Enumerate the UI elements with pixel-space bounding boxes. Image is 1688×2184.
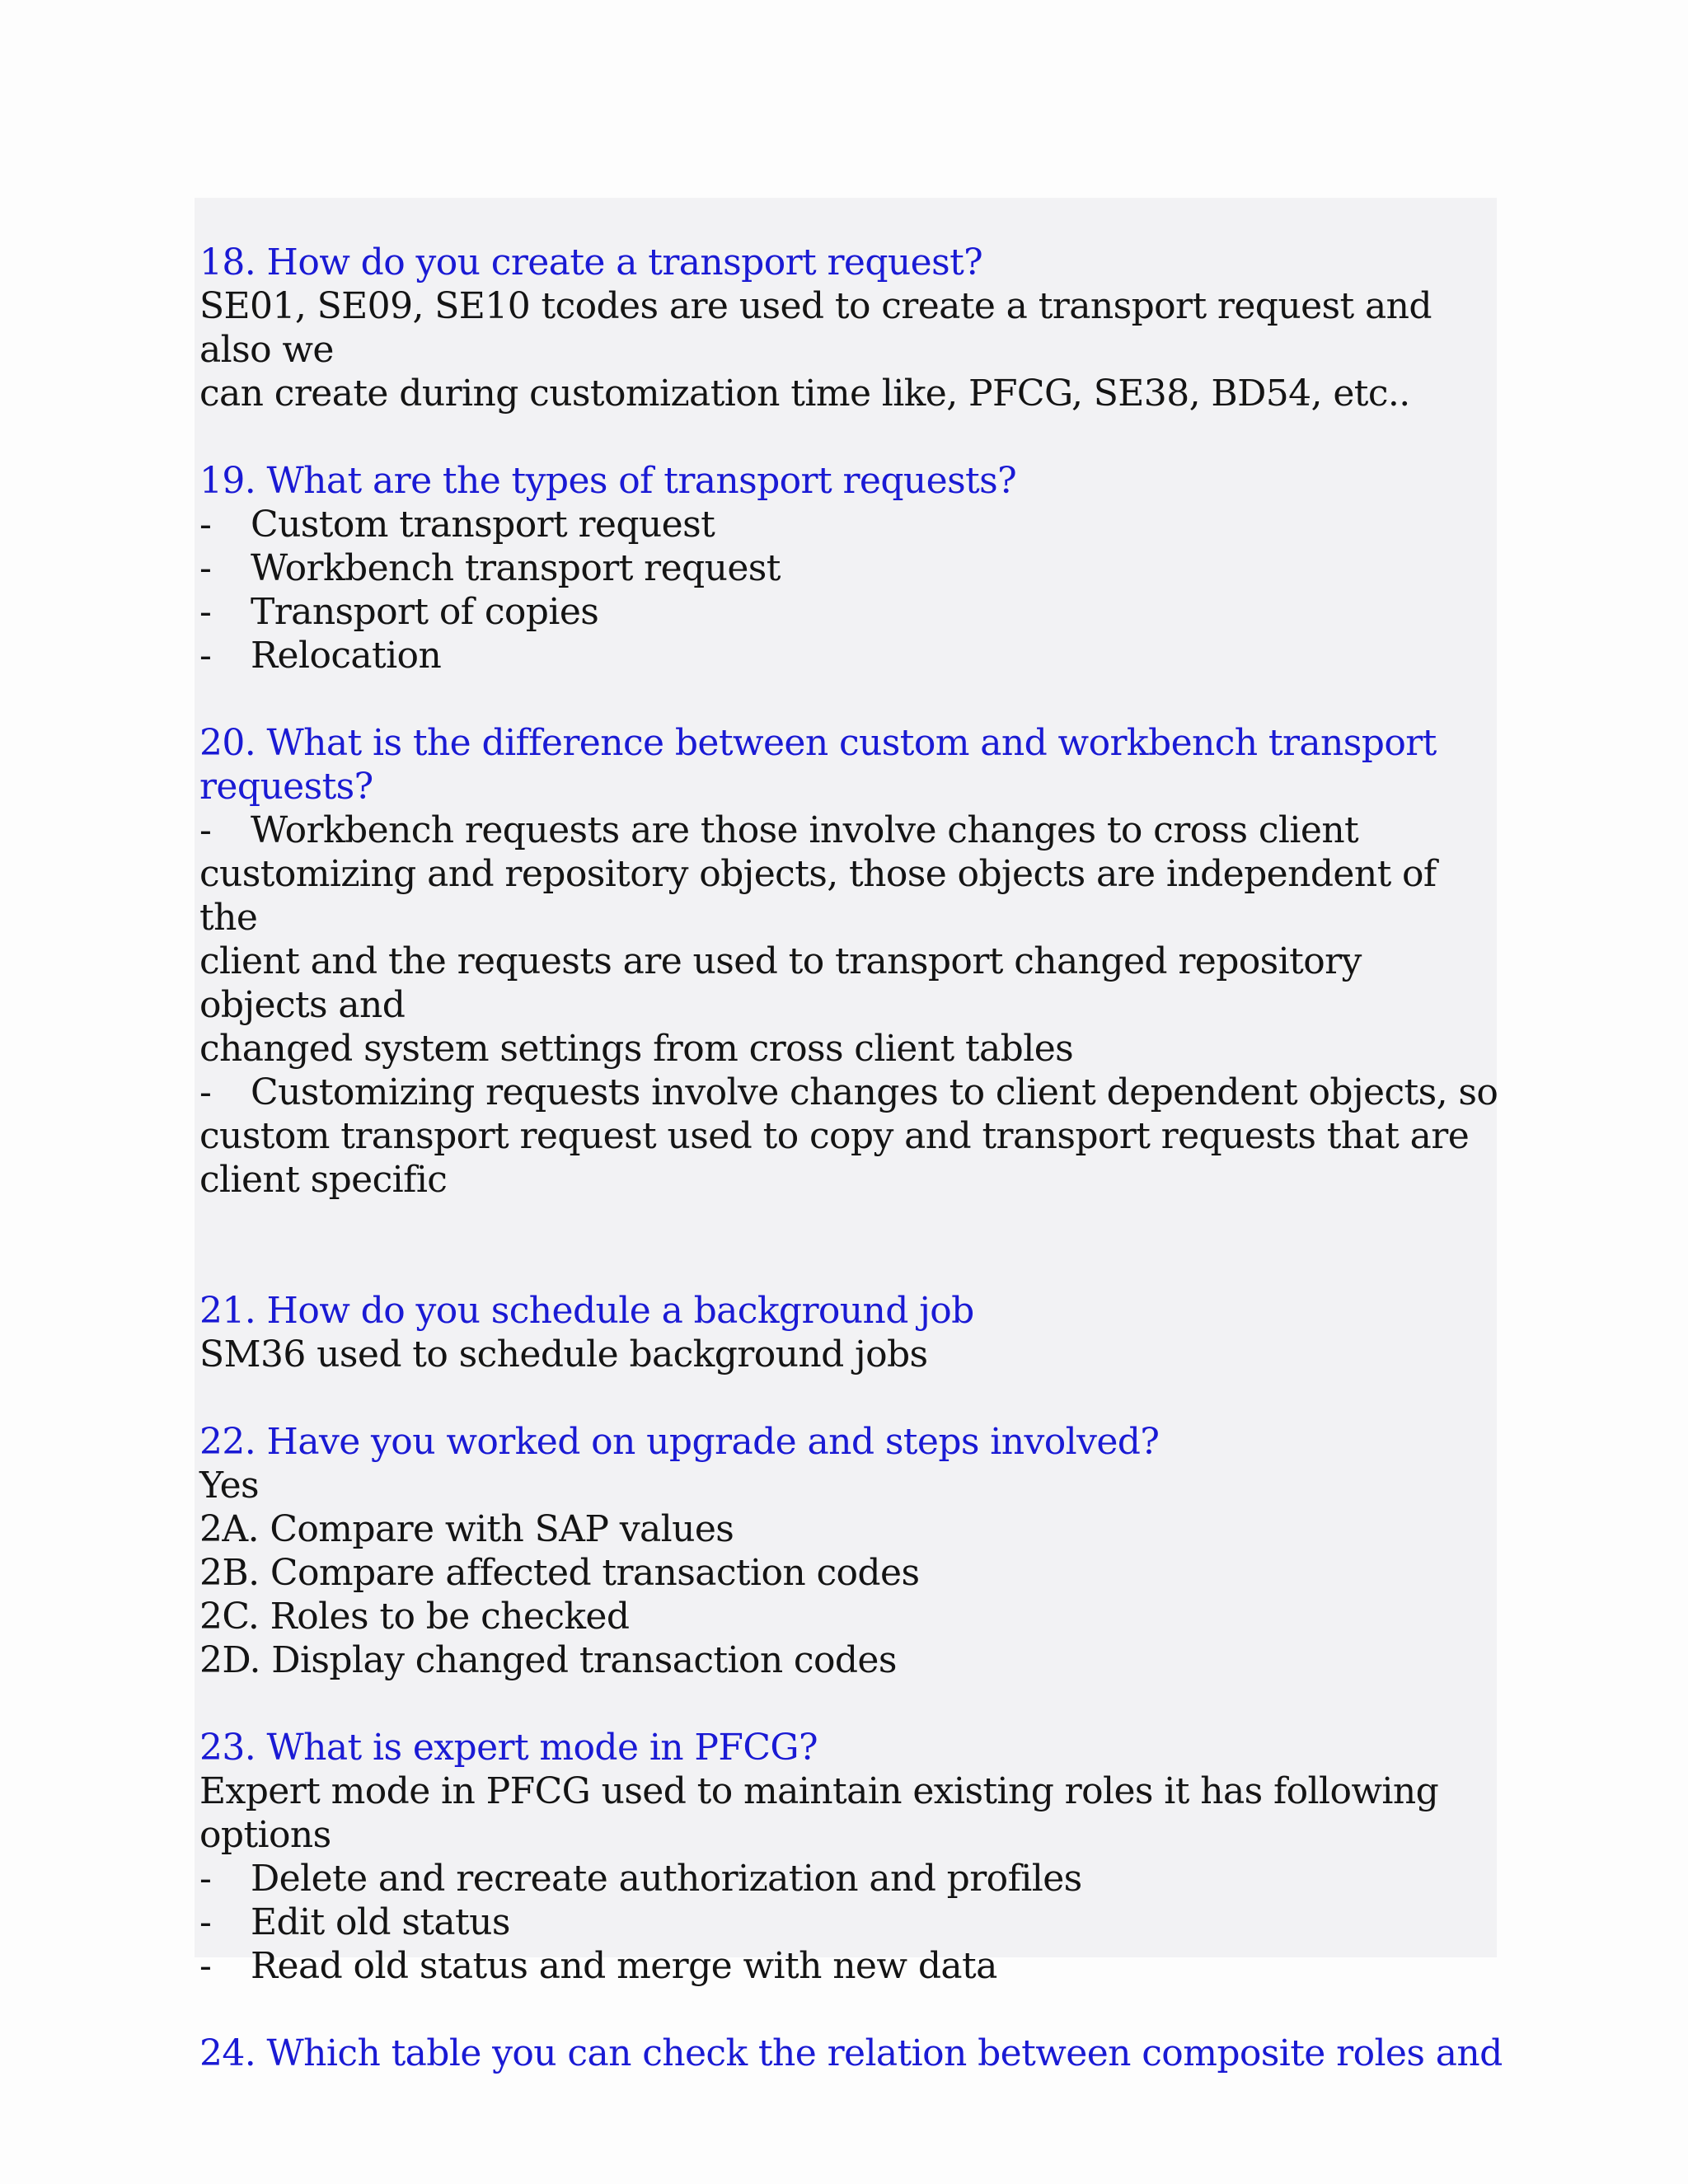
dash-bullet: - — [199, 547, 212, 589]
qa-23 — [199, 1726, 1497, 1988]
question-heading: 20. What is the difference between custom and workbench transport — [199, 722, 1437, 764]
question-heading: 21. How do you schedule a background job — [199, 1290, 974, 1332]
list-item-text: Transport of copies — [251, 591, 599, 633]
list-item — [199, 634, 1497, 677]
question-heading: 24. Which table you can check the relation between composite roles and — [199, 2032, 1503, 2074]
dash-bullet: - — [199, 809, 212, 851]
question-heading: 22. Have you worked on upgrade and steps involved? — [199, 1421, 1160, 1463]
dash-bullet: - — [199, 591, 212, 633]
spacer — [199, 1988, 1497, 2032]
list-item — [199, 1900, 1497, 1944]
list-item-continuation: customizing and repository objects, those objects are independent of the client and the requests are used to transport changed repository objects and changed system settings from cross client tables — [199, 853, 1437, 1070]
answer-text: SM36 used to schedule background jobs — [199, 1333, 928, 1376]
question-heading: 23. What is expert mode in PFCG? — [199, 1727, 818, 1769]
question-heading: 19. What are the types of transport requests? — [199, 460, 1017, 502]
answer-text: Expert mode in PFCG used to maintain existing roles it has following options — [199, 1770, 1439, 1856]
question-heading: 18. How do you create a transport request? — [199, 241, 983, 284]
list-item — [199, 1857, 1497, 1900]
qa-24 — [199, 2032, 1503, 2075]
qa-18 — [199, 241, 1497, 415]
qa-19 — [199, 459, 1497, 677]
qa-22 — [199, 1420, 1497, 1682]
list-item — [199, 590, 1497, 634]
spacer — [199, 1682, 1497, 1726]
dash-bullet: - — [199, 1945, 212, 1987]
list-item-text: Delete and recreate authorization and profiles — [251, 1858, 1082, 1900]
answer-text: Yes 2A. Compare with SAP values 2B. Compare affected transaction codes 2C. Roles to be checked 2D. Display changed transaction codes — [199, 1465, 920, 1681]
list-item-text: Workbench requests are those involve changes to cross client — [251, 809, 1359, 851]
answer-text: SE01, SE09, SE10 tcodes are used to create a transport request and also we can create during customization time like, PFCG, SE38, BD54, etc.. — [199, 285, 1432, 415]
spacer — [199, 1202, 1497, 1289]
list-item — [199, 1944, 1497, 1988]
dash-bullet: - — [199, 1901, 212, 1943]
dash-bullet: - — [199, 1858, 212, 1900]
qa-content-block — [195, 198, 1503, 2074]
list-item-text: Workbench transport request — [251, 547, 781, 589]
dash-bullet: - — [199, 504, 212, 546]
list-item-text: Customizing requests involve changes to client dependent objects, so — [251, 1071, 1498, 1113]
list-item-text: Custom transport request — [251, 504, 715, 546]
list-item-text: Read old status and merge with new data — [251, 1945, 997, 1987]
question-heading-cont: requests? — [199, 766, 373, 808]
qa-20 — [199, 721, 1497, 1202]
spacer — [199, 415, 1497, 459]
list-item — [199, 546, 1497, 590]
spacer — [199, 677, 1497, 721]
list-item — [199, 808, 1497, 852]
list-item — [199, 1071, 1497, 1114]
list-item-text: Relocation — [251, 635, 442, 677]
dash-bullet: - — [199, 1071, 212, 1113]
qa-21 — [199, 1289, 1497, 1376]
list-item-continuation: custom transport request used to copy and transport requests that are client specific — [199, 1115, 1470, 1201]
dash-bullet: - — [199, 635, 212, 677]
list-item-text: Edit old status — [251, 1901, 510, 1943]
spacer — [199, 1376, 1497, 1420]
list-item — [199, 503, 1497, 546]
